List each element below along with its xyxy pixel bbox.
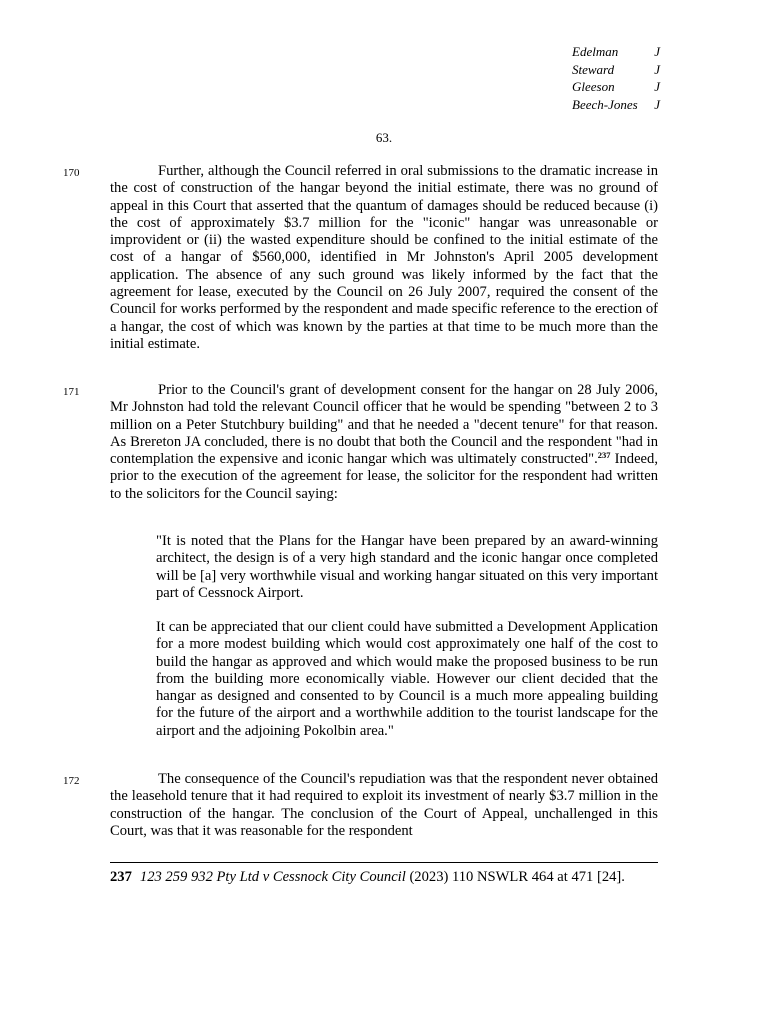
judge-row — [572, 78, 660, 96]
block-quote-para-2 — [156, 619, 658, 740]
paragraph-text — [110, 382, 658, 503]
judge-suffix: J — [654, 44, 660, 59]
quote-text: "It is noted that the Plans for the Hangar have been prepared by an award-winning architect, the design is of a very high standard and the iconic hangar once completed will be [a] very worthwhile visual and working hangar situated on this very important part of Cessnock Airport. — [156, 533, 658, 601]
paragraph-number-170: 170 — [63, 167, 80, 179]
paragraph-170 — [110, 163, 658, 353]
page-number: 63. — [375, 130, 393, 145]
footnote-divider — [110, 862, 658, 863]
quote-text: It can be appreciated that our client could have submitted a Development Application for a more modest building which would cost approximately one half of the cost to build the hangar as approved and which would make the proposed business to be run from the building more economically viable. However our client decided that the hangar as designed and consented to by Council is a much more appealing building for the future of the airport and a worthwhile addition to the tourist landscape for the airport and the adjoining Pokolbin area." — [156, 619, 658, 739]
judge-row — [572, 43, 660, 61]
judges-list — [572, 43, 660, 113]
footnote-citation: (2023) 110 NSWLR 464 at 471 [24]. — [405, 869, 625, 885]
judge-name: Edelman — [572, 44, 619, 59]
judge-suffix: J — [654, 96, 660, 112]
judge-suffix: J — [654, 61, 660, 77]
footnote-case-name: 123 259 932 Pty Ltd v Cessnock City Council — [139, 869, 406, 885]
footnote-237 — [110, 869, 670, 886]
paragraph-text-part: Prior to the Council's grant of development consent for the hangar on 28 July 2006, Mr Johnston had told the relevant Council officer that he would be spending "between 2 to 3 million on a Peter Stutchbury building" and that he needed a "decent tenure" for that reason. As Brereton JA concluded, there is no doubt that both the Council and the respondent "had in contemplation the expensive and iconic hangar which was ultimately constructed". — [110, 382, 658, 468]
paragraph-number-171: 171 — [63, 386, 80, 398]
paragraph-number-172: 172 — [63, 775, 80, 787]
paragraph-171 — [110, 382, 658, 503]
judge-name: Gleeson — [572, 79, 615, 94]
judge-name: Beech-Jones — [572, 96, 638, 112]
judge-row — [572, 61, 660, 79]
judge-suffix: J — [654, 79, 660, 94]
footnote-reference[interactable]: 237 — [597, 450, 611, 461]
paragraph-172 — [110, 771, 658, 840]
block-quote-para-1 — [156, 533, 658, 602]
paragraph-text-part: Indeed, prior to the execution of the agreement for lease, the solicitor for the respondent had written to the solicitors for the Council saying: — [110, 451, 658, 502]
judge-name: Steward — [572, 61, 615, 77]
paragraph-text: The consequence of the Council's repudiation was that the respondent never obtained the leasehold tenure that it had required to exploit its investment of nearly $3.7 million in the construction of the hangar. The conclusion of the Court of Appeal, unchallenged in this Court, was that it was reasonable for the respondent — [110, 771, 658, 839]
paragraph-text: Further, although the Council referred in oral submissions to the dramatic increase in the cost of construction of the hangar beyond the initial estimate, there was no ground of appeal in this Court that asserted that the quantum of damages should be reduced because (i) the cost of approximately $3.7 million for the "iconic" hangar was unreasonable or improvident or (ii) the wasted expenditure should be confined to the initial estimate of the cost of a hangar of $560,000, identified in Mr Johnston's April 2005 development application. The absence of any such ground was likely informed by the fact that the agreement for lease, executed by the Council on 26 July 2007, required the consent of the Council for works performed by the respondent and made specific reference to the erection of a hangar, the cost of which was known by the parties at that time to be much more than the initial estimate. — [110, 163, 658, 352]
footnote-number: 237 — [110, 869, 132, 885]
judge-row — [572, 96, 660, 114]
